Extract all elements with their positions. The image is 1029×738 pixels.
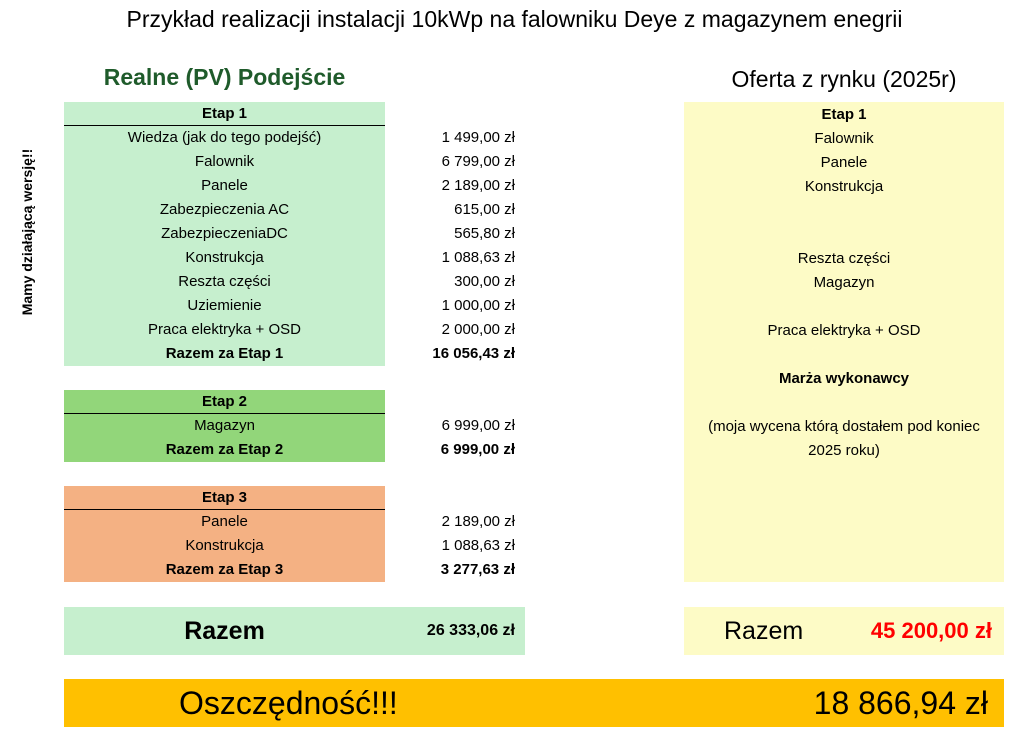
stage1-item-name: Praca elektryka + OSD xyxy=(148,321,301,338)
page-title: Przykład realizacji instalacji 10kWp na falowniku Deye z magazynem enegrii xyxy=(126,6,903,32)
stage1-item-value: 2 000,00 zł xyxy=(441,321,515,338)
stage1-item-name: Uziemienie xyxy=(187,297,262,314)
stage3-item-value: 2 189,00 zł xyxy=(441,513,515,530)
savings-banner xyxy=(64,679,1004,727)
stage1-item-name: Reszta części xyxy=(178,273,271,290)
total-left-label: Razem xyxy=(184,617,265,645)
stage1-item-value: 615,00 zł xyxy=(454,201,515,218)
stage3-total-label: Razem za Etap 3 xyxy=(165,561,284,578)
offer-item: Magazyn xyxy=(813,274,875,291)
stage1-item-value: 300,00 zł xyxy=(454,273,515,290)
stage1-item-name: Zabezpieczenia AC xyxy=(159,201,290,218)
offer-item: Reszta części xyxy=(797,250,891,267)
right-heading: Oferta z rynku (2025r) xyxy=(731,66,957,92)
offer-note-line: (moja wycena którą dostałem pod koniec xyxy=(708,418,980,435)
stage1-item-name: Panele xyxy=(201,177,248,194)
stage1-item-value: 6 799,00 zł xyxy=(441,153,515,170)
stage3-total-value: 3 277,63 zł xyxy=(440,561,515,578)
stage2-item-name: Magazyn xyxy=(194,417,255,434)
offer-item: Falownik xyxy=(814,130,874,147)
total-left-box xyxy=(64,607,525,655)
offer-item: Panele xyxy=(820,154,868,171)
stage2-block xyxy=(64,390,385,462)
stage3-block xyxy=(64,486,385,582)
stage2-total-value: 6 999,00 zł xyxy=(440,441,515,458)
stage3-item-value: 1 088,63 zł xyxy=(441,537,515,554)
offer-margin-label: Marża wykonawcy xyxy=(778,370,910,387)
stage1-item-value: 1 499,00 zł xyxy=(441,129,515,146)
stage2-total-label: Razem za Etap 2 xyxy=(165,441,284,458)
stage1-item-value: 1 000,00 zł xyxy=(441,297,515,314)
stage1-item-value: 565,80 zł xyxy=(454,225,515,242)
savings-value: 18 866,94 zł xyxy=(813,685,988,721)
stage3-header: Etap 3 xyxy=(64,486,385,510)
stage1-total-label: Razem za Etap 1 xyxy=(165,345,284,362)
stage2-header: Etap 2 xyxy=(64,390,385,414)
stage1-header: Etap 1 xyxy=(64,102,385,126)
total-left-value: 26 333,06 zł xyxy=(426,622,515,639)
offer-item: Praca elektryka + OSD xyxy=(767,322,921,339)
stage3-item-name: Panele xyxy=(201,513,248,530)
side-label: Mamy działającą wersję!! xyxy=(19,148,35,316)
offer-note-line: 2025 roku) xyxy=(808,442,880,459)
stage1-item-name: Wiedza (jak do tego podejść) xyxy=(127,129,322,146)
offer-header: Etap 1 xyxy=(821,106,867,123)
total-right-box xyxy=(684,607,1004,655)
stage1-item-name: Konstrukcja xyxy=(185,249,264,266)
stage3-item-name: Konstrukcja xyxy=(185,537,264,554)
total-right-label: Razem xyxy=(724,617,804,645)
stage1-item-value: 2 189,00 zł xyxy=(441,177,515,194)
stage1-item-name: ZabezpieczeniaDC xyxy=(161,225,288,242)
stage1-block xyxy=(64,102,385,366)
offer-block xyxy=(684,102,1004,582)
savings-label: Oszczędność!!! xyxy=(179,685,398,721)
stage1-item-value: 1 088,63 zł xyxy=(441,249,515,266)
offer-item: Konstrukcja xyxy=(804,178,884,195)
stage1-total-value: 16 056,43 zł xyxy=(432,345,515,362)
total-right-value: 45 200,00 zł xyxy=(870,618,992,643)
offer-note xyxy=(694,415,994,463)
stage2-item-value: 6 999,00 zł xyxy=(441,417,515,434)
stage1-item-name: Falownik xyxy=(194,153,255,170)
left-heading: Realne (PV) Podejście xyxy=(103,64,346,90)
